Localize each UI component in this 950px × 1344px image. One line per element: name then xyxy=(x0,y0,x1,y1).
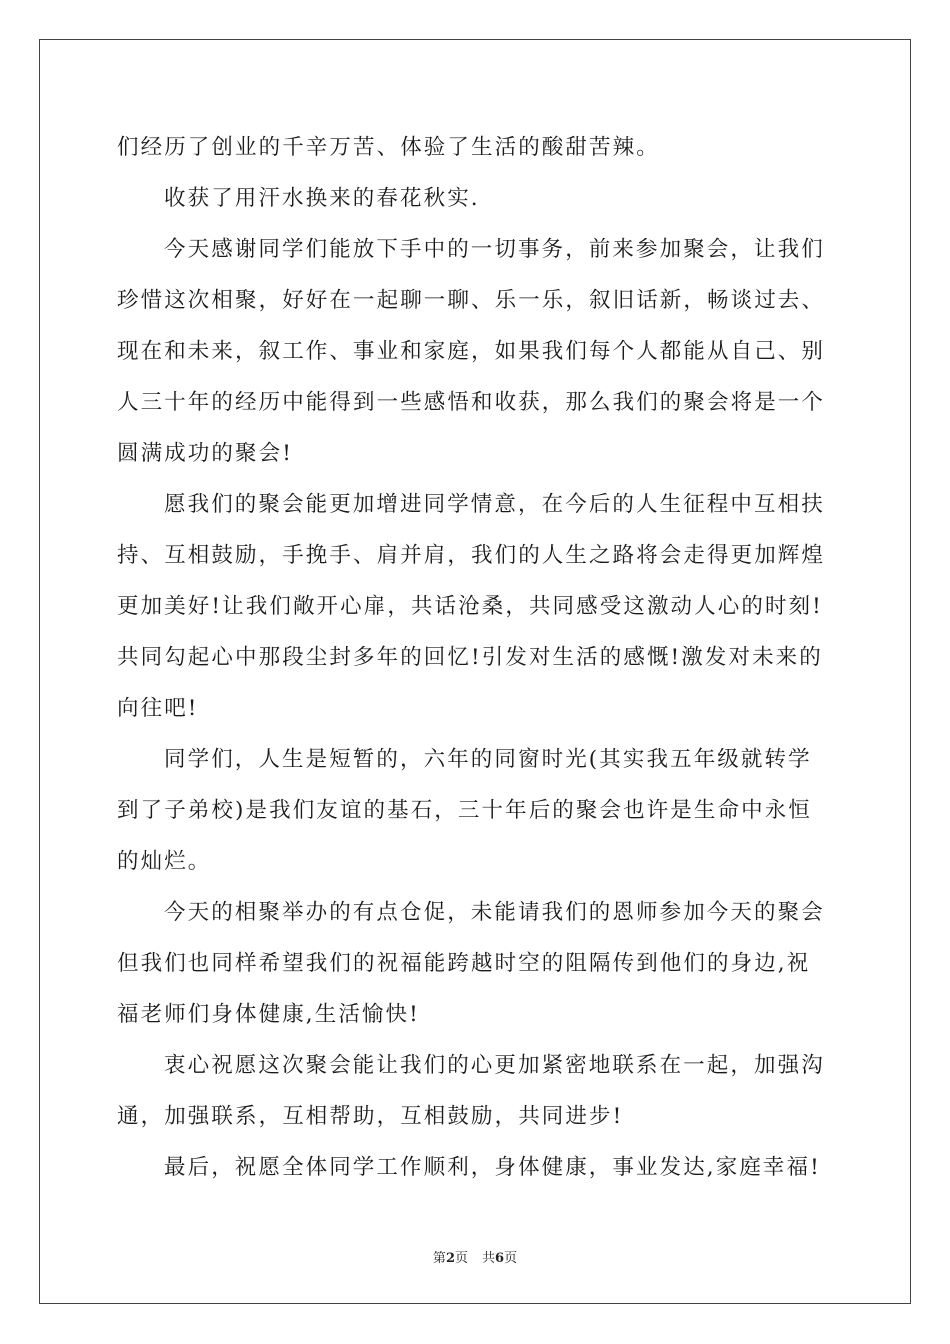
text-line: 愿我们的聚会能更加增进同学情意，在今后的人生征程中互相扶 xyxy=(164,492,825,517)
page-prefix: 第 xyxy=(432,1251,446,1266)
text-line: 衷心祝愿这次聚会能让我们的心更加紧密地联系在一起，加强沟 xyxy=(164,1053,825,1078)
page-footer xyxy=(0,1247,950,1266)
text-line: 共同勾起心中那段尘封多年的回忆!引发对生活的感慨!激发对未来的 xyxy=(117,645,823,670)
text-line: 向往吧! xyxy=(117,696,199,721)
text-line: 最后，祝愿全体同学工作顺利，身体健康，事业发达,家庭幸福! xyxy=(164,1155,821,1180)
text-line: 今天感谢同学们能放下手中的一切事务，前来参加聚会，让我们 xyxy=(164,237,825,262)
text-line: 今天的相聚举办的有点仓促，未能请我们的恩师参加今天的聚会 xyxy=(164,900,825,925)
text-line: 但我们也同样希望我们的祝福能跨越时空的阻隔传到他们的身边,祝 xyxy=(117,951,811,976)
page-suffix: 页 xyxy=(454,1251,468,1266)
text-line: 的灿烂。 xyxy=(117,849,212,874)
text-line: 们经历了创业的千辛万苦、体验了生活的酸甜苦辣。 xyxy=(117,135,660,160)
total-prefix: 共 xyxy=(482,1251,496,1266)
text-line: 收获了用汗水换来的春花秋实. xyxy=(164,186,480,211)
text-line: 到了子弟校)是我们友谊的基石，三十年后的聚会也许是生命中永恒 xyxy=(117,798,812,823)
text-line: 通，加强联系，互相帮助，互相鼓励，共同进步! xyxy=(117,1104,624,1129)
text-line: 持、互相鼓励，手挽手、肩并肩，我们的人生之路将会走得更加辉煌 xyxy=(117,543,826,568)
page-current: 2 xyxy=(445,1251,455,1266)
text-line: 现在和未来，叙工作、事业和家庭，如果我们每个人都能从自己、别 xyxy=(117,339,826,364)
text-line: 福老师们身体健康,生活愉快! xyxy=(117,1002,420,1027)
text-line: 更加美好!让我们敞开心扉，共话沧桑，共同感受这激动人心的时刻! xyxy=(117,594,823,619)
document-body xyxy=(117,122,835,1193)
text-line: 圆满成功的聚会! xyxy=(117,441,293,466)
page-total: 6 xyxy=(495,1251,505,1266)
text-line: 珍惜这次相聚，好好在一起聊一聊、乐一乐，叙旧话新，畅谈过去、 xyxy=(117,288,826,313)
text-line: 同学们，人生是短暂的，六年的同窗时光(其实我五年级就转学 xyxy=(164,747,812,772)
text-line: 人三十年的经历中能得到一些感悟和收获，那么我们的聚会将是一个 xyxy=(117,390,826,415)
total-suffix: 页 xyxy=(504,1251,518,1266)
